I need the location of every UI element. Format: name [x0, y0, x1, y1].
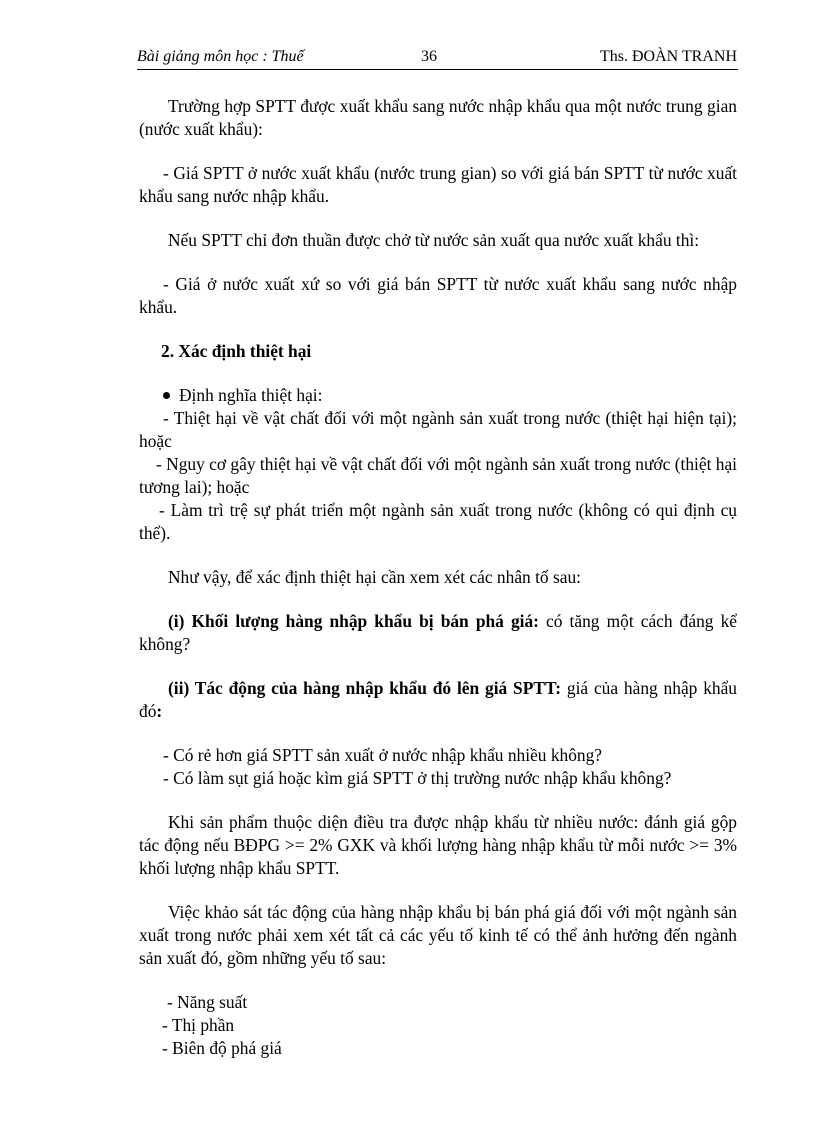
paragraph-shipment-case: Nếu SPTT chỉ đơn thuần được chở từ nước sản xuất qua nước xuất khẩu thì:	[168, 230, 700, 250]
factor-volume-title: (i) Khối lượng hàng nhập khẩu bị bán phá giá:	[168, 611, 539, 631]
factor-volume-text: có tăng một cách đáng kể không?	[139, 611, 737, 654]
section-heading: 2. Xác định thiệt hại	[161, 341, 312, 361]
header-divider	[137, 69, 738, 70]
page-header	[137, 46, 737, 68]
question-cheaper: - Có rẻ hơn giá SPTT sản xuất ở nước nhập khẩu nhiều không?	[163, 745, 603, 765]
paragraph-factors-intro: Như vậy, để xác định thiệt hại cần xem xét các nhân tố sau:	[168, 567, 581, 587]
damage-item-future: - Nguy cơ gây thiệt hại về vật chất đối với một ngành sản xuất trong nước (thiệt hại tương lai); hoặc	[139, 454, 737, 497]
course-title: Bài giảng môn học : Thuế	[137, 48, 304, 65]
question-suppress: - Có làm sụt giá hoặc kìm giá SPTT ở thị trường nước nhập khẩu không?	[163, 768, 672, 788]
factor-item-dumping-margin: - Biên độ phá giá	[162, 1038, 282, 1058]
factor-item-productivity: - Năng suất	[167, 992, 248, 1012]
factor-price-title: (ii) Tác động của hàng nhập khẩu đó lên giá SPTT:	[168, 678, 562, 698]
factor-volume	[139, 610, 737, 656]
factor-list	[139, 991, 737, 1060]
paragraph-origin-price: - Giá ở nước xuất xứ so với giá bán SPTT từ nước xuất khẩu sang nước nhập khẩu.	[139, 274, 737, 317]
page-number: 36	[421, 48, 437, 65]
author-name: Ths. ĐOÀN TRANH	[599, 48, 737, 65]
definition-label: Định nghĩa thiệt hại:	[179, 385, 323, 405]
damage-item-retard: - Làm trì trệ sự phát triển một ngành sản xuất trong nước (không có qui định cụ thể).	[139, 500, 737, 543]
paragraph-transit-price: - Giá SPTT ở nước xuất khẩu (nước trung gian) so với giá bán SPTT từ nước xuất khẩu sang nước nhập khẩu.	[139, 163, 737, 206]
factor-item-market-share: - Thị phần	[162, 1015, 235, 1035]
damage-item-current: - Thiệt hại về vật chất đối với một ngành sản xuất trong nước (thiệt hại hiện tại); hoặc	[139, 408, 737, 451]
bullet-icon	[163, 392, 170, 399]
paragraph-economic-factors: Việc khảo sát tác động của hàng nhập khẩu bị bán phá giá đối với một ngành sản xuất trong nước phải xem xét tất cả các yếu tố kinh tế có thể ảnh hưởng đến ngành sản xuất đó, gồm những yếu tố sau:	[139, 902, 737, 968]
paragraph-transit-case: Trường hợp SPTT được xuất khẩu sang nước nhập khẩu qua một nước trung gian (nước xuất khẩu):	[139, 96, 737, 139]
factor-price-effect	[139, 677, 737, 723]
factor-price-text: giá của hàng nhập khẩu đó	[139, 678, 737, 721]
factor-price-colon: :	[156, 701, 163, 721]
paragraph-cumulation: Khi sản phẩm thuộc diện điều tra được nhập khẩu từ nhiều nước: đánh giá gộp tác động nếu BĐPG >= 2% GXK và khối lượng hàng nhập khẩu từ mỗi nước >= 3% khối lượng nhập khẩu SPTT.	[139, 812, 737, 878]
page-body	[139, 95, 737, 1060]
definition-bullet	[139, 384, 737, 407]
